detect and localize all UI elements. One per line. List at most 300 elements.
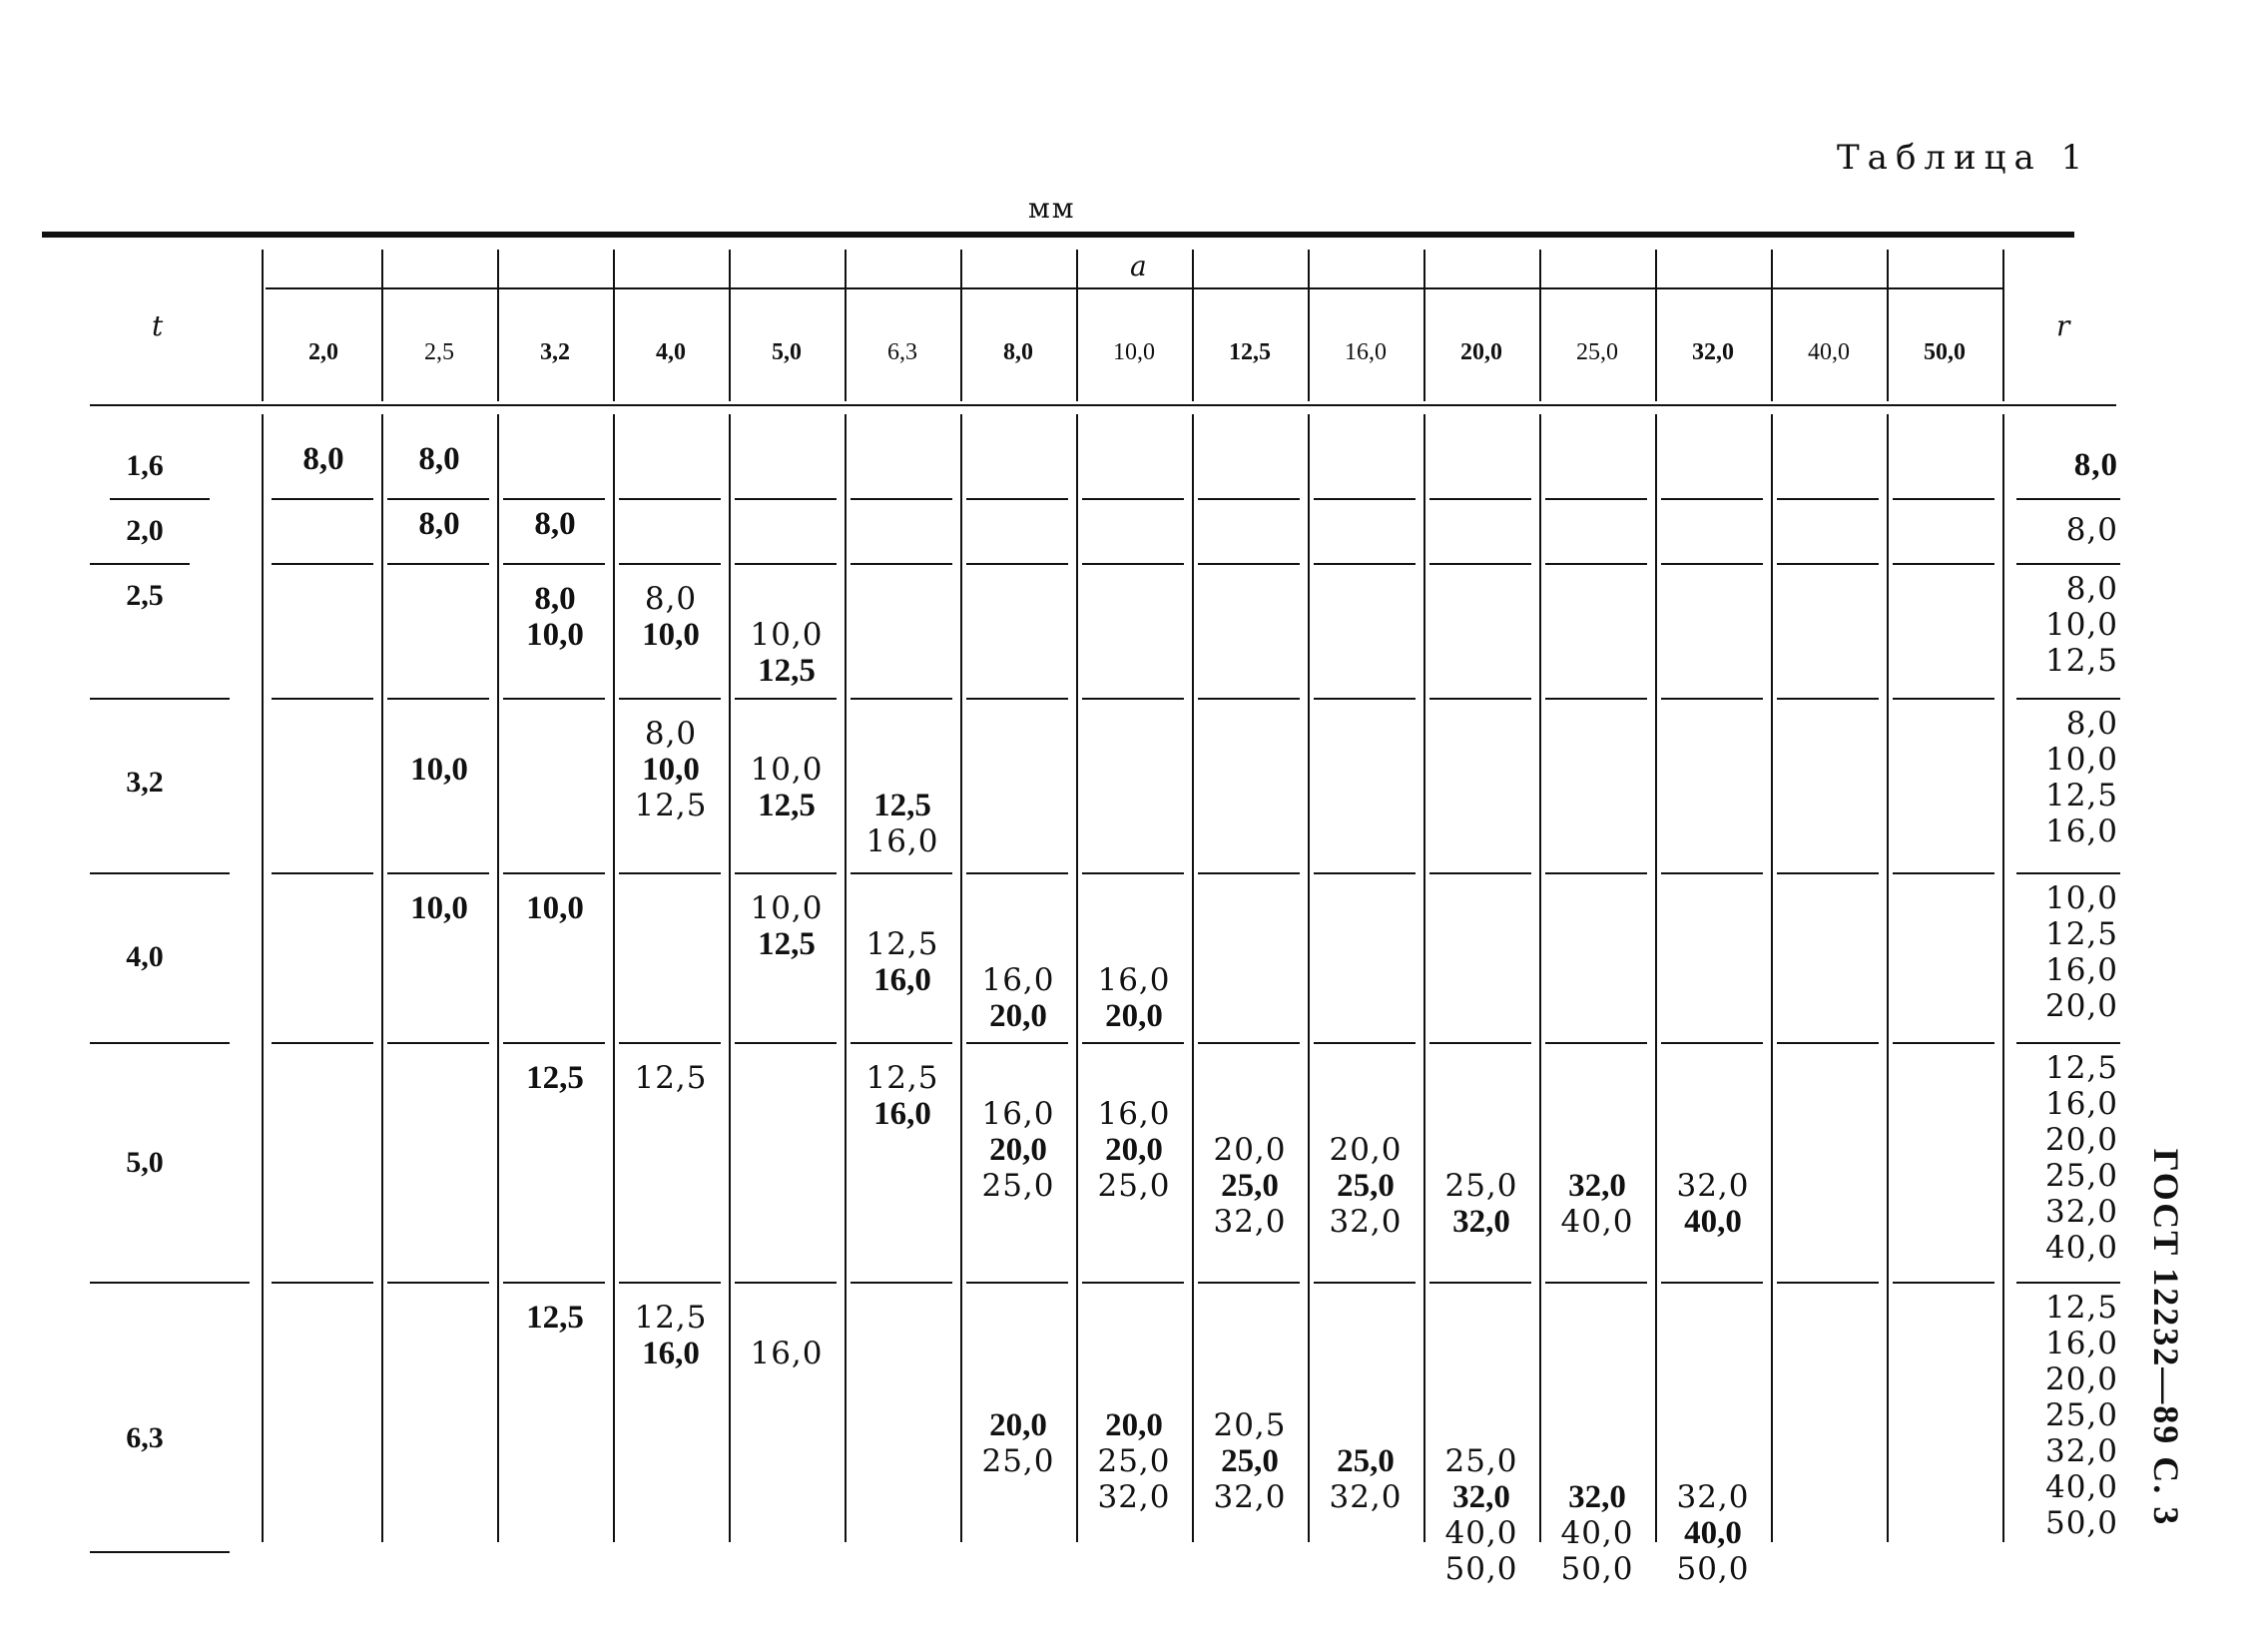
column-divider-header (262, 250, 264, 401)
table-cell (1539, 1300, 1655, 1587)
cell-value (1539, 1096, 1655, 1132)
r-values (2008, 447, 2118, 483)
cell-value (1308, 1336, 1423, 1371)
cell-value (1655, 1407, 1771, 1443)
cell-separator (272, 872, 373, 874)
r-value: 12,5 (2044, 1290, 2118, 1326)
table-cell (1076, 1300, 1192, 1515)
cell-value: 25,0 (1337, 1168, 1395, 1204)
cell-separator (850, 872, 952, 874)
cell-separator (1545, 872, 1647, 874)
cell-separator (619, 698, 721, 700)
table-cell (497, 890, 613, 926)
cell-value: 40,0 (1560, 1204, 1634, 1240)
cell-separator (1777, 1282, 1879, 1284)
column-header: 10,0 (1113, 339, 1155, 365)
cell-value (1076, 890, 1192, 926)
table-cell (266, 441, 381, 477)
r-value: 20,0 (2044, 988, 2118, 1024)
column-divider (381, 414, 383, 1542)
r-value: 12,5 (2044, 778, 2118, 813)
cell-separator (619, 1042, 721, 1044)
cell-value: 25,0 (1444, 1443, 1518, 1479)
cell-value: 16,0 (873, 1096, 931, 1132)
column-divider-header (1771, 250, 1773, 401)
cell-value (1192, 1336, 1308, 1371)
cell-value (1308, 1407, 1423, 1443)
cell-value: 20,0 (1329, 1132, 1403, 1168)
cell-value: 32,0 (1568, 1168, 1626, 1204)
cell-value: 32,0 (1097, 1479, 1171, 1515)
r-value: 16,0 (2044, 1086, 2118, 1122)
cell-separator (1429, 1282, 1531, 1284)
cell-value: 10,0 (526, 617, 584, 653)
cell-separator (1777, 698, 1879, 700)
r-value: 16,0 (2044, 1326, 2118, 1361)
cell-separator (1314, 563, 1416, 565)
cell-value: 20,0 (989, 998, 1047, 1034)
cell-value (1539, 1336, 1655, 1371)
cell-value: 12,5 (634, 1300, 708, 1336)
column-header: 16,0 (1345, 339, 1387, 365)
cell-separator (1198, 698, 1300, 700)
table-cell (1539, 1060, 1655, 1240)
cell-value: 12,5 (526, 1060, 584, 1096)
r-separator (2016, 698, 2120, 700)
r-values (2008, 512, 2118, 548)
cell-value (1308, 1300, 1423, 1336)
cell-value: 12,5 (865, 926, 939, 962)
cell-separator (619, 563, 721, 565)
table-cell (1192, 1300, 1308, 1515)
table-cell (960, 1300, 1076, 1479)
row-label-t: 2,0 (126, 514, 164, 547)
cell-value (1655, 1443, 1771, 1479)
cell-separator (387, 1042, 489, 1044)
table-cell (1423, 1060, 1539, 1240)
column-divider (1887, 414, 1889, 1542)
column-divider-header (1423, 250, 1425, 401)
cell-value: 8,0 (418, 441, 460, 477)
column-header: 25,0 (1576, 339, 1618, 365)
cell-separator (1314, 872, 1416, 874)
cell-separator (1893, 1042, 1994, 1044)
cell-value: 50,0 (1560, 1551, 1634, 1587)
cell-separator (966, 872, 1068, 874)
column-divider-header (2002, 250, 2004, 401)
column-header: 40,0 (1808, 339, 1850, 365)
table-top-rule (42, 232, 2074, 238)
cell-value (1539, 1371, 1655, 1407)
cell-value (1655, 1371, 1771, 1407)
row-separator (90, 698, 230, 700)
cell-separator (272, 1042, 373, 1044)
r-separator (2016, 498, 2120, 500)
r-value: 32,0 (2044, 1194, 2118, 1230)
cell-separator (619, 498, 721, 500)
cell-value (1076, 1336, 1192, 1371)
column-divider-header (497, 250, 499, 401)
side-note (2126, 1118, 2206, 1557)
cell-value (960, 1060, 1076, 1096)
cell-value: 8,0 (418, 506, 460, 542)
cell-separator (735, 498, 837, 500)
cell-value: 12,5 (634, 1060, 708, 1096)
cell-separator (735, 1282, 837, 1284)
cell-value: 20,0 (1213, 1132, 1287, 1168)
column-header: 6,3 (887, 339, 917, 365)
cell-separator (503, 563, 605, 565)
cell-separator (850, 1282, 952, 1284)
r-values (2008, 1050, 2118, 1266)
cell-value: 25,0 (1337, 1443, 1395, 1479)
cell-value (729, 716, 845, 752)
cell-value: 16,0 (1097, 962, 1171, 998)
column-divider-header (1887, 250, 1889, 401)
cell-value: 40,0 (1684, 1515, 1742, 1551)
cell-separator (850, 498, 952, 500)
cell-value (1076, 926, 1192, 962)
cell-separator (850, 698, 952, 700)
cell-value (1308, 1096, 1423, 1132)
cell-separator (850, 1042, 952, 1044)
cell-separator (1893, 872, 1994, 874)
cell-separator (1082, 563, 1184, 565)
cell-value (1539, 1300, 1655, 1336)
r-separator (2016, 1042, 2120, 1044)
cell-value (1539, 1407, 1655, 1443)
row-separator (90, 872, 230, 874)
r-value: 16,0 (2044, 813, 2118, 849)
column-header: 2,5 (424, 339, 454, 365)
cell-separator (735, 563, 837, 565)
column-header: 8,0 (1003, 339, 1033, 365)
cell-value (1423, 1336, 1539, 1371)
cell-separator (272, 498, 373, 500)
table-cell (381, 506, 497, 542)
cell-separator (503, 1042, 605, 1044)
r-value: 12,5 (2044, 1050, 2118, 1086)
table-cell (1308, 1300, 1423, 1515)
column-header: 12,5 (1229, 339, 1271, 365)
cell-separator (272, 563, 373, 565)
r-value: 25,0 (2044, 1397, 2118, 1433)
cell-value (1423, 1371, 1539, 1407)
cell-value: 20,0 (989, 1132, 1047, 1168)
r-separator (2016, 872, 2120, 874)
cell-value (1423, 1407, 1539, 1443)
cell-value: 50,0 (1676, 1551, 1750, 1587)
column-group-label: a (1130, 250, 1147, 282)
cell-separator (503, 698, 605, 700)
r-values (2008, 706, 2118, 849)
row-separator (90, 1551, 230, 1553)
cell-separator (272, 698, 373, 700)
cell-separator (1545, 698, 1647, 700)
table-cell (729, 890, 845, 962)
cell-value: 10,0 (750, 752, 824, 788)
cell-value (381, 716, 497, 752)
cell-value: 20,0 (1105, 1132, 1163, 1168)
cell-separator (387, 563, 489, 565)
cell-value (1423, 1060, 1539, 1096)
cell-separator (966, 1282, 1068, 1284)
row-header-label: t (152, 309, 164, 342)
cell-value: 32,0 (1213, 1479, 1287, 1515)
cell-separator (1314, 1282, 1416, 1284)
table-cell (729, 581, 845, 689)
column-divider (1771, 414, 1773, 1542)
r-value: 8,0 (2065, 512, 2118, 548)
row-separator (90, 563, 190, 565)
row-label-t: 6,3 (126, 1421, 164, 1454)
cell-value: 32,0 (1213, 1204, 1287, 1240)
cell-value (1423, 1300, 1539, 1336)
table-cell (1308, 1060, 1423, 1240)
cell-value: 20,0 (1105, 998, 1163, 1034)
cell-value: 25,0 (1444, 1168, 1518, 1204)
r-value: 40,0 (2044, 1230, 2118, 1266)
cell-value (960, 1300, 1076, 1336)
cell-separator (735, 872, 837, 874)
cell-separator (619, 1282, 721, 1284)
table-cell (613, 1300, 729, 1371)
cell-separator (503, 1282, 605, 1284)
r-value: 12,5 (2044, 643, 2118, 679)
cell-value: 8,0 (534, 581, 576, 617)
cell-value: 25,0 (1097, 1168, 1171, 1204)
r-value: 20,0 (2044, 1361, 2118, 1397)
cell-value: 20,5 (1213, 1407, 1287, 1443)
table-cell (960, 1060, 1076, 1204)
r-separator (2016, 1282, 2120, 1284)
cell-value: 12,5 (758, 926, 816, 962)
cell-value (845, 890, 960, 926)
table-cell (613, 1060, 729, 1096)
cell-value: 25,0 (981, 1443, 1055, 1479)
cell-separator (850, 563, 952, 565)
cell-separator (1545, 1282, 1647, 1284)
cell-separator (1661, 498, 1763, 500)
table-cell (497, 1300, 613, 1336)
column-header: 32,0 (1692, 339, 1734, 365)
cell-value (1423, 1096, 1539, 1132)
cell-separator (387, 1282, 489, 1284)
cell-separator (1893, 698, 1994, 700)
r-separator (2016, 563, 2120, 565)
row-separator (90, 1282, 250, 1284)
cell-separator (387, 498, 489, 500)
cell-value (1192, 1371, 1308, 1407)
cell-separator (503, 872, 605, 874)
r-value: 10,0 (2044, 880, 2118, 916)
cell-value: 10,0 (642, 617, 700, 653)
table-cell (1192, 1060, 1308, 1240)
cell-value: 10,0 (526, 890, 584, 926)
column-divider (2002, 414, 2004, 1542)
table-cell (729, 1300, 845, 1371)
cell-separator (1661, 1282, 1763, 1284)
cell-value: 16,0 (873, 962, 931, 998)
cell-value: 8,0 (644, 581, 698, 617)
cell-separator (966, 698, 1068, 700)
cell-value: 8,0 (534, 506, 576, 542)
cell-separator (1545, 498, 1647, 500)
cell-value: 12,5 (873, 788, 931, 823)
r-value: 12,5 (2044, 916, 2118, 952)
cell-separator (1314, 698, 1416, 700)
column-divider-header (1308, 250, 1310, 401)
table-cell (845, 716, 960, 859)
table-cell (1076, 1060, 1192, 1204)
cell-separator (1777, 1042, 1879, 1044)
cell-value: 32,0 (1568, 1479, 1626, 1515)
cell-value (960, 1336, 1076, 1371)
cell-separator (1082, 1042, 1184, 1044)
cell-value: 10,0 (642, 752, 700, 788)
cell-value (729, 581, 845, 617)
cell-value: 40,0 (1560, 1515, 1634, 1551)
cell-value: 8,0 (644, 716, 698, 752)
cell-separator (1198, 1042, 1300, 1044)
r-value: 10,0 (2044, 607, 2118, 643)
cell-separator (1198, 872, 1300, 874)
cell-value: 32,0 (1452, 1204, 1510, 1240)
column-header: 50,0 (1924, 339, 1966, 365)
cell-separator (1198, 498, 1300, 500)
r-value: 32,0 (2044, 1433, 2118, 1469)
table-cell (729, 716, 845, 823)
cell-separator (966, 1042, 1068, 1044)
column-divider-header (1192, 250, 1194, 401)
cell-separator (966, 498, 1068, 500)
cell-separator (272, 1282, 373, 1284)
cell-value (1539, 1060, 1655, 1096)
r-values (2008, 571, 2118, 679)
cell-value: 16,0 (642, 1336, 700, 1371)
table-cell (381, 441, 497, 477)
cell-value: 12,5 (758, 788, 816, 823)
cell-value (1539, 1132, 1655, 1168)
cell-value: 10,0 (410, 890, 468, 926)
cell-separator (966, 563, 1068, 565)
table-cell (613, 716, 729, 823)
cell-separator (1545, 1042, 1647, 1044)
table-cell (1076, 890, 1192, 1034)
cell-separator (1429, 872, 1531, 874)
cell-separator (1082, 698, 1184, 700)
cell-value: 20,0 (1105, 1407, 1163, 1443)
cell-separator (1893, 1282, 1994, 1284)
column-divider-header (1076, 250, 1078, 401)
table-cell (1423, 1300, 1539, 1587)
unit-label: мм (1028, 192, 1076, 225)
cell-value (1655, 1060, 1771, 1096)
cell-value: 25,0 (981, 1168, 1055, 1204)
r-value: 16,0 (2044, 952, 2118, 988)
r-value: 8,0 (2065, 571, 2118, 607)
cell-value (845, 716, 960, 752)
column-divider-header (1655, 250, 1657, 401)
cell-separator (1198, 563, 1300, 565)
table-cell (1655, 1300, 1771, 1587)
cell-separator (1429, 698, 1531, 700)
cell-separator (1893, 498, 1994, 500)
r-value: 50,0 (2044, 1505, 2118, 1541)
cell-value: 12,5 (526, 1300, 584, 1336)
column-divider-header (613, 250, 615, 401)
cell-value: 12,5 (865, 1060, 939, 1096)
cell-value (1076, 1060, 1192, 1096)
cell-value (1076, 1300, 1192, 1336)
cell-value (960, 926, 1076, 962)
table-title: Таблица 1 (1837, 138, 2091, 178)
cell-value: 32,0 (1329, 1479, 1403, 1515)
cell-value (1655, 1300, 1771, 1336)
column-header: 5,0 (772, 339, 802, 365)
cell-separator (1661, 698, 1763, 700)
row-separator (110, 498, 210, 500)
column-header: 3,2 (540, 339, 570, 365)
cell-value (1192, 1096, 1308, 1132)
r-value: 20,0 (2044, 1122, 2118, 1158)
cell-value: 16,0 (981, 1096, 1055, 1132)
row-separator (90, 1042, 230, 1044)
cell-value (1076, 1371, 1192, 1407)
table-cell (960, 890, 1076, 1034)
cell-value: 10,0 (410, 752, 468, 788)
cell-value: 10,0 (750, 890, 824, 926)
r-value: 25,0 (2044, 1158, 2118, 1194)
cell-value (1655, 1132, 1771, 1168)
cell-separator (1661, 872, 1763, 874)
column-header: 20,0 (1460, 339, 1502, 365)
cell-value (1192, 1300, 1308, 1336)
r-value: 8,0 (2073, 447, 2118, 483)
cell-value (729, 1300, 845, 1336)
cell-value (1655, 1336, 1771, 1371)
column-divider-header (1539, 250, 1541, 401)
table-cell (497, 581, 613, 653)
table-cell (1655, 1060, 1771, 1240)
cell-value: 32,0 (1676, 1479, 1750, 1515)
table-cell (613, 581, 729, 653)
cell-separator (1198, 1282, 1300, 1284)
cell-value: 10,0 (750, 617, 824, 653)
cell-value (1192, 1060, 1308, 1096)
cell-separator (619, 872, 721, 874)
cell-separator (1429, 498, 1531, 500)
cell-separator (1777, 498, 1879, 500)
row-label-t: 4,0 (126, 940, 164, 973)
table-cell (381, 890, 497, 926)
cell-value (1423, 1132, 1539, 1168)
cell-value: 12,5 (758, 653, 816, 689)
table-cell (497, 506, 613, 542)
cell-separator (1314, 1042, 1416, 1044)
cell-separator (735, 1042, 837, 1044)
table-cell (845, 890, 960, 998)
cell-value (1655, 1096, 1771, 1132)
cell-value: 25,0 (1097, 1443, 1171, 1479)
cell-value: 32,0 (1452, 1479, 1510, 1515)
cell-value: 12,5 (634, 788, 708, 823)
cell-separator (387, 698, 489, 700)
cell-separator (1082, 1282, 1184, 1284)
cell-value: 25,0 (1221, 1443, 1279, 1479)
table-cell (381, 716, 497, 788)
side-note-text: ГОСТ 12232—89 С. 3 (2146, 1148, 2186, 1527)
